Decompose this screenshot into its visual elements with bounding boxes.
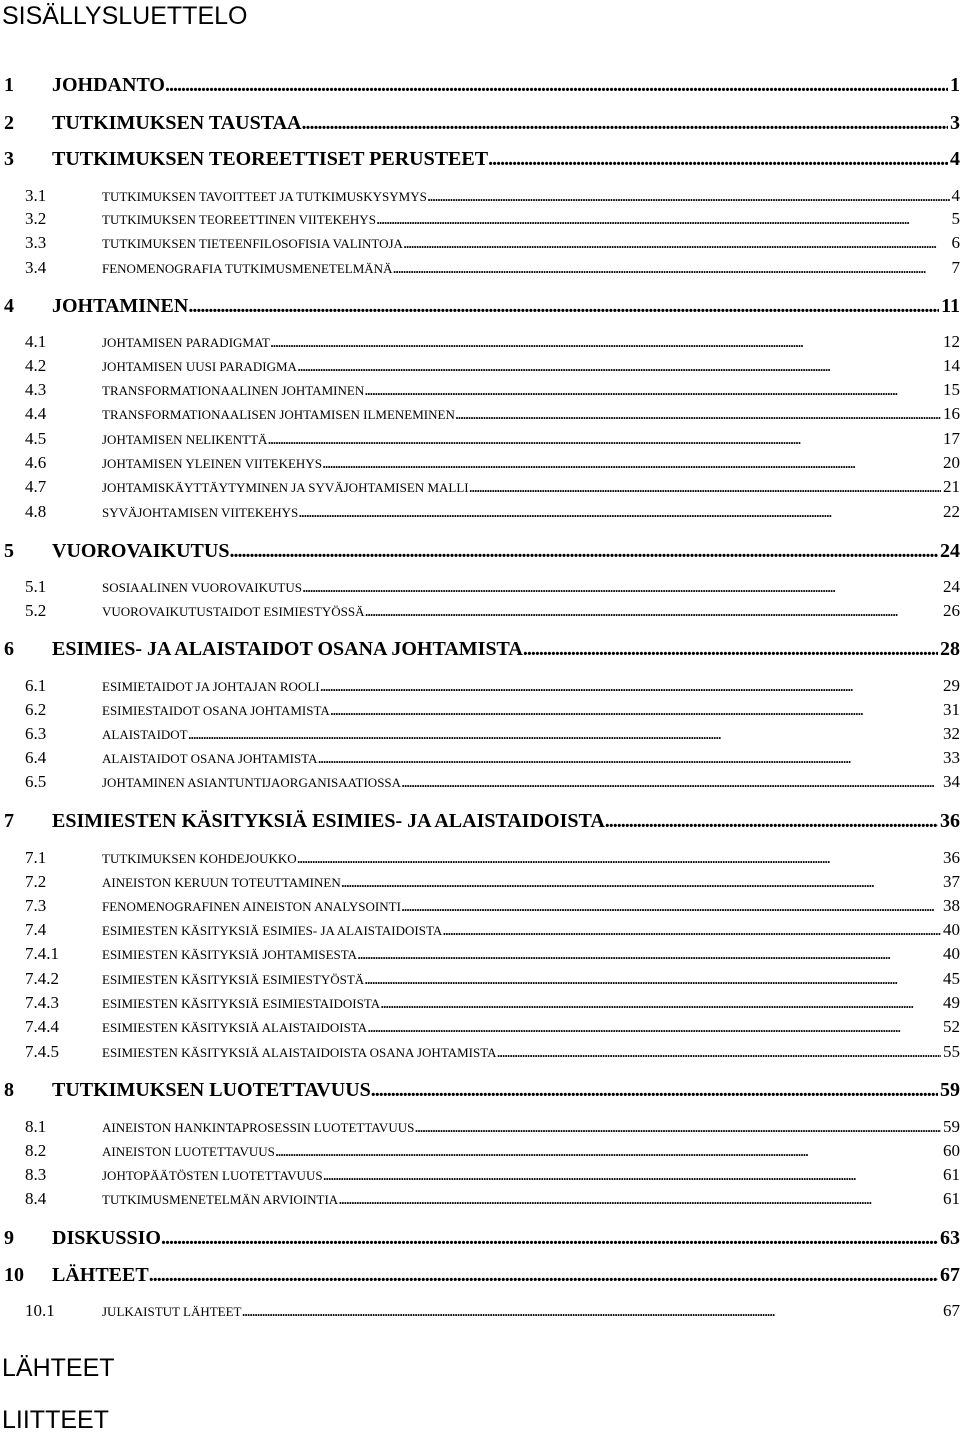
toc-entry-6-3[interactable] [25,724,960,744]
toc-entry-page: 37 [941,872,960,892]
toc-entry-4-7[interactable] [25,477,960,497]
toc-entry-label: VUOROVAIKUTUS [52,540,229,563]
toc-entry-label: ESIMIESTEN KÄSITYKSIÄ ALAISTAIDOISTA OSANA JOHTAMISTA [102,1045,497,1061]
toc-entry-number: 10 [4,1264,52,1287]
toc-leader-dots [364,969,941,989]
toc-leader-dots [320,676,941,696]
toc-leader-dots [403,233,950,253]
toc-entry-page: 4 [950,186,960,206]
toc-entry-page: 45 [941,969,960,989]
toc-leader-dots [392,258,949,278]
toc-entry-number: 8.3 [25,1165,102,1185]
toc-leader-dots [302,577,941,597]
toc-leader-dots [357,944,941,964]
toc-leader-dots [376,209,950,229]
toc-entry-page: 20 [941,453,960,473]
toc-entry-7-4-5[interactable] [25,1042,960,1062]
toc-entry-label: ESIMIESTEN KÄSITYKSIÄ ESIMIESTAIDOISTA [102,996,380,1012]
toc-entry-label: JOHTOPÄÄTÖSTEN LUOTETTAVUUS [102,1168,323,1184]
toc-entry-number: 4.2 [25,356,102,376]
toc-entry-10[interactable] [4,1264,960,1287]
toc-entry-page: 22 [941,502,960,522]
toc-entry-number: 7.4.2 [25,969,102,989]
toc-leader-dots [267,429,941,449]
toc-entry-label: JULKAISTUT LÄHTEET [102,1304,242,1320]
toc-entry-label: ESIMIESTAIDOT OSANA JOHTAMISTA [102,703,330,719]
toc-entry-page: 40 [941,920,960,940]
toc-entry-page: 5 [950,209,960,229]
toc-entry-3-1[interactable] [25,186,960,206]
toc-entry-4-1[interactable] [25,332,960,352]
toc-leader-dots [442,920,941,940]
toc-entry-page: 52 [941,1017,960,1037]
toc-entry-label: JOHTAMISEN UUSI PARADIGMA [102,359,297,375]
toc-entry-5-2[interactable] [25,601,960,621]
toc-entry-number: 7.4.4 [25,1017,102,1037]
toc-entry-number: 4.4 [25,404,102,424]
toc-entry-number: 7.3 [25,896,102,916]
toc-entry-page: 67 [938,1264,960,1287]
toc-entry-label: AINEISTON LUOTETTAVUUS [102,1144,275,1160]
toc-leader-dots [165,74,948,97]
toc-entry-page: 36 [938,810,960,833]
toc-leader-dots [149,1264,938,1287]
toc-leader-dots [188,295,939,318]
toc-entry-3[interactable] [4,148,960,171]
toc-entry-label: ESIMIESTEN KÄSITYKSIÄ ESIMIES- JA ALAISTAIDOISTA [52,810,605,833]
toc-entry-label: SYVÄJOHTAMISEN VIITEKEHYS [102,505,298,521]
toc-entry-6-1[interactable] [25,676,960,696]
toc-entry-number: 6.3 [25,724,102,744]
toc-entry-page: 17 [941,429,960,449]
toc-entry-number: 5 [4,540,52,563]
toc-entry-number: 6.2 [25,700,102,720]
toc-entry-page: 36 [941,848,960,868]
toc-entry-page: 34 [941,772,960,792]
toc-entry-6[interactable] [4,638,960,661]
toc-leader-dots [297,356,941,376]
toc-leader-dots [380,993,941,1013]
toc-leader-dots [605,810,938,833]
toc-entry-6-4[interactable] [25,748,960,768]
toc-entry-page: 31 [941,700,960,720]
toc-entry-number: 8.4 [25,1189,102,1209]
toc-entry-6-5[interactable] [25,772,960,792]
toc-entry-page: 6 [950,233,960,253]
trailing-heading-liitteet: LIITTEET [2,1406,109,1435]
toc-entry-page: 24 [941,577,960,597]
toc-entry-number: 4.5 [25,429,102,449]
toc-entry-8-1[interactable] [25,1117,960,1137]
toc-entry-8-2[interactable] [25,1141,960,1161]
toc-entry-label: ESIMIESTEN KÄSITYKSIÄ ESIMIESTYÖSTÄ [102,972,364,988]
toc-leader-dots [229,540,938,563]
toc-leader-dots [401,896,941,916]
toc-entry-page: 3 [948,112,960,135]
toc-leader-dots [161,1227,938,1250]
toc-entry-page: 59 [938,1079,960,1102]
toc-entry-number: 8.1 [25,1117,102,1137]
toc-entry-4-4[interactable] [25,404,960,424]
toc-entry-7-4-2[interactable] [25,969,960,989]
toc-entry-number: 6.4 [25,748,102,768]
toc-entry-label: AINEISTON KERUUN TOTEUTTAMINEN [102,875,341,891]
toc-entry-label: JOHTAMISEN PARADIGMAT [102,335,270,351]
toc-entry-page: 63 [938,1227,960,1250]
toc-entry-number: 4.6 [25,453,102,473]
toc-entry-number: 7.4.1 [25,944,102,964]
toc-leader-dots [188,724,941,744]
toc-entry-1[interactable] [4,74,960,97]
toc-entry-8-3[interactable] [25,1165,960,1185]
toc-entry-number: 7.1 [25,848,102,868]
toc-entry-5[interactable] [4,540,960,563]
toc-entry-number: 7.2 [25,872,102,892]
toc-entry-number: 5.1 [25,577,102,597]
toc-entry-number: 7.4 [25,920,102,940]
toc-entry-number: 3.2 [25,209,102,229]
toc-leader-dots [242,1301,942,1321]
toc-entry-page: 11 [939,295,960,318]
toc-entry-label: FENOMENOGRAFINEN AINEISTON ANALYSOINTI [102,899,401,915]
toc-entry-number: 6 [4,638,52,661]
toc-entry-page: 4 [948,148,960,171]
toc-entry-7-3[interactable] [25,896,960,916]
toc-entry-label: FENOMENOGRAFIA TUTKIMUSMENETELMÄNÄ [102,261,392,277]
toc-entry-page: 59 [941,1117,960,1137]
toc-leader-dots [317,748,941,768]
toc-entry-page: 7 [950,258,960,278]
toc-entry-3-4[interactable] [25,258,960,278]
toc-entry-page: 55 [941,1042,960,1062]
toc-entry-7-4-4[interactable] [25,1017,960,1037]
toc-leader-dots [497,1042,941,1062]
toc-entry-page: 60 [941,1141,960,1161]
toc-leader-dots [275,1141,941,1161]
toc-entry-page: 61 [941,1189,960,1209]
toc-entry-number: 4 [4,295,52,318]
toc-entry-page: 61 [941,1165,960,1185]
toc-entry-number: 5.2 [25,601,102,621]
toc-entry-number: 7 [4,810,52,833]
toc-entry-page: 38 [941,896,960,916]
toc-leader-dots [427,186,950,206]
toc-leader-dots [323,1165,941,1185]
toc-entry-number: 4.1 [25,332,102,352]
toc-entry-5-1[interactable] [25,577,960,597]
toc-entry-number: 4.7 [25,477,102,497]
toc-leader-dots [469,477,941,497]
toc-entry-label: JOHTAMINEN [52,295,188,318]
toc-leader-dots [488,148,948,171]
toc-entry-label: DISKUSSIO [52,1227,161,1250]
toc-entry-number: 10.1 [25,1301,102,1321]
toc-leader-dots [455,404,941,424]
toc-entry-label: TUTKIMUKSEN TEOREETTINEN VIITEKEHYS [102,212,376,228]
toc-leader-dots [364,380,941,400]
toc-entry-4-3[interactable] [25,380,960,400]
toc-entry-label: JOHTAMINEN ASIANTUNTIJAORGANISAATIOSSA [102,775,401,791]
toc-entry-number: 1 [4,74,52,97]
toc-entry-4-6[interactable] [25,453,960,473]
toc-entry-number: 8 [4,1079,52,1102]
toc-leader-dots [330,700,941,720]
toc-entry-3-3[interactable] [25,233,960,253]
toc-leader-dots [322,453,941,473]
toc-entry-10-1[interactable] [25,1301,960,1321]
toc-entry-number: 7.4.5 [25,1042,102,1062]
toc-entry-label: LÄHTEET [52,1264,149,1287]
toc-entry-page: 24 [938,540,960,563]
toc-leader-dots [371,1079,938,1102]
toc-entry-label: JOHTAMISEN YLEINEN VIITEKEHYS [102,456,322,472]
toc-entry-number: 9 [4,1227,52,1250]
toc-entry-page: 16 [941,404,960,424]
toc-entry-2[interactable] [4,112,960,135]
toc-entry-label: TUTKIMUKSEN TIETEENFILOSOFISIA VALINTOJA [102,236,403,252]
toc-leader-dots [523,638,938,661]
toc-entry-number: 7.4.3 [25,993,102,1013]
toc-entry-number: 3.4 [25,258,102,278]
toc-entry-number: 8.2 [25,1141,102,1161]
toc-entry-9[interactable] [4,1227,960,1250]
toc-entry-label: JOHTAMISKÄYTTÄYTYMINEN JA SYVÄJOHTAMISEN MALLI [102,480,469,496]
toc-entry-number: 4.8 [25,502,102,522]
toc-entry-label: TUTKIMUKSEN LUOTETTAVUUS [52,1079,371,1102]
toc-entry-number: 6.1 [25,676,102,696]
page-title: SISÄLLYSLUETTELO [2,2,247,31]
toc-entry-6-2[interactable] [25,700,960,720]
toc-leader-dots [298,502,941,522]
toc-entry-label: TUTKIMUKSEN TAVOITTEET JA TUTKIMUSKYSYMYS [102,189,427,205]
toc-leader-dots [297,848,941,868]
toc-entry-number: 6.5 [25,772,102,792]
toc-entry-label: JOHDANTO [52,74,165,97]
toc-entry-3-2[interactable] [25,209,960,229]
toc-entry-label: ESIMIESTEN KÄSITYKSIÄ ESIMIES- JA ALAISTAIDOISTA [102,923,442,939]
toc-entry-label: TUTKIMUKSEN TAUSTAA [52,112,302,135]
toc-entry-7-4-3[interactable] [25,993,960,1013]
toc-entry-4-2[interactable] [25,356,960,376]
toc-entry-number: 3.3 [25,233,102,253]
toc-entry-label: TUTKIMUSMENETELMÄN ARVIOINTIA [102,1192,338,1208]
toc-entry-label: ESIMIETAIDOT JA JOHTAJAN ROOLI [102,679,320,695]
toc-entry-8-4[interactable] [25,1189,960,1209]
toc-entry-page: 15 [941,380,960,400]
toc-leader-dots [401,772,941,792]
toc-entry-label: TRANSFORMATIONAALISEN JOHTAMISEN ILMENEMINEN [102,407,455,423]
toc-entry-label: SOSIAALINEN VUOROVAIKUTUS [102,580,302,596]
toc-entry-page: 49 [941,993,960,1013]
toc-leader-dots [414,1117,941,1137]
toc-entry-page: 67 [941,1301,960,1321]
toc-entry-label: ESIMIESTEN KÄSITYKSIÄ ALAISTAIDOISTA [102,1020,367,1036]
toc-entry-page: 29 [941,676,960,696]
toc-entry-number: 2 [4,112,52,135]
toc-entry-label: TUTKIMUKSEN KOHDEJOUKKO [102,851,297,867]
toc-entry-page: 12 [941,332,960,352]
toc-entry-label: JOHTAMISEN NELIKENTTÄ [102,432,267,448]
toc-leader-dots [302,112,949,135]
toc-entry-label: ALAISTAIDOT [102,727,188,743]
toc-entry-page: 14 [941,356,960,376]
toc-entry-label: VUOROVAIKUTUSTAIDOT ESIMIESTYÖSSÄ [102,604,364,620]
toc-entry-label: TRANSFORMATIONAALINEN JOHTAMINEN [102,383,364,399]
toc-entry-7-2[interactable] [25,872,960,892]
toc-entry-4[interactable] [4,295,960,318]
toc-entry-label: ALAISTAIDOT OSANA JOHTAMISTA [102,751,317,767]
toc-entry-8[interactable] [4,1079,960,1102]
toc-entry-label: ESIMIES- JA ALAISTAIDOT OSANA JOHTAMISTA [52,638,523,661]
toc-leader-dots [367,1017,941,1037]
toc-entry-7[interactable] [4,810,960,833]
trailing-heading-lahteet: LÄHTEET [2,1354,115,1383]
toc-entry-number: 3 [4,148,52,171]
toc-entry-page: 33 [941,748,960,768]
toc-entry-page: 21 [941,477,960,497]
toc-entry-number: 3.1 [25,186,102,206]
toc-entry-label: TUTKIMUKSEN TEOREETTISET PERUSTEET [52,148,488,171]
toc-entry-4-5[interactable] [25,429,960,449]
toc-entry-7-1[interactable] [25,848,960,868]
toc-entry-number: 4.3 [25,380,102,400]
toc-entry-label: ESIMIESTEN KÄSITYKSIÄ JOHTAMISESTA [102,947,357,963]
toc-entry-4-8[interactable] [25,502,960,522]
toc-entry-page: 40 [941,944,960,964]
toc-leader-dots [364,601,941,621]
toc-entry-page: 32 [941,724,960,744]
toc-leader-dots [341,872,941,892]
toc-entry-label: AINEISTON HANKINTAPROSESSIN LUOTETTAVUUS [102,1120,414,1136]
toc-entry-7-4[interactable] [25,920,960,940]
toc-entry-page: 26 [941,601,960,621]
toc-leader-dots [270,332,941,352]
toc-entry-page: 1 [948,74,960,97]
toc-entry-page: 28 [938,638,960,661]
toc-leader-dots [338,1189,941,1209]
toc-entry-7-4-1[interactable] [25,944,960,964]
